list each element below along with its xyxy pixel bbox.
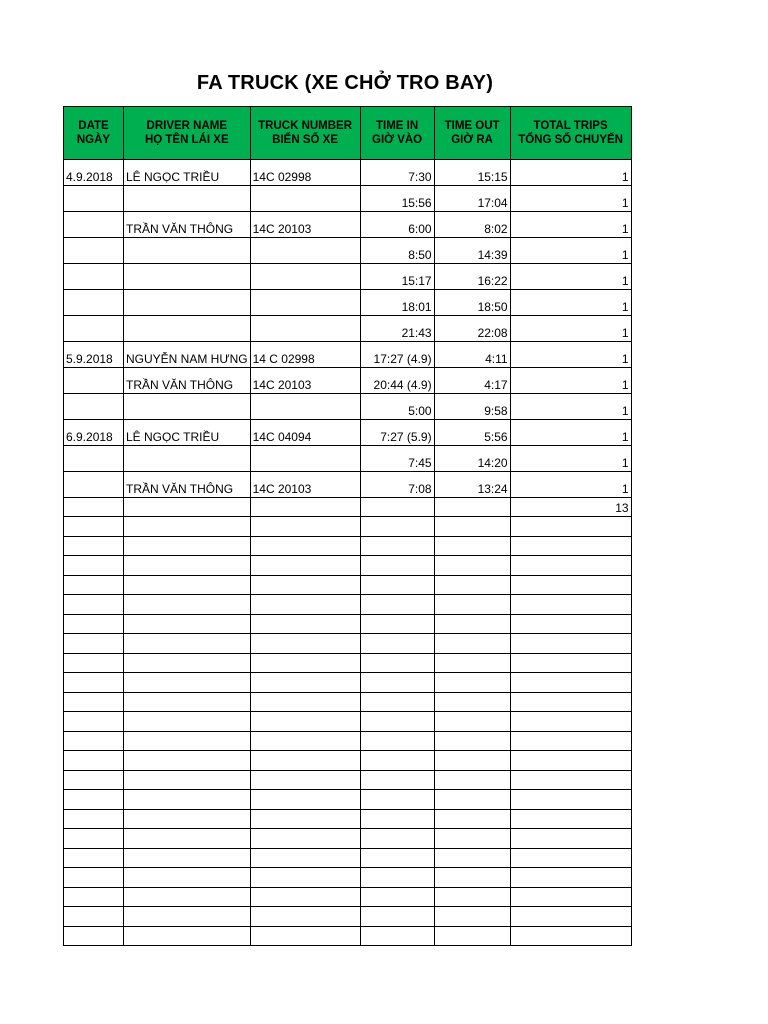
empty-row [64,887,632,907]
empty-cell [434,673,510,693]
empty-cell [510,556,631,576]
time-out-cell: 18:50 [434,290,510,316]
empty-cell [64,887,124,907]
empty-cell [124,614,251,634]
empty-cell [360,731,434,751]
truck-number-cell: 14C 20103 [250,212,360,238]
empty-cell [510,907,631,927]
empty-cell [510,517,631,537]
empty-row [64,517,632,537]
time-in-cell: 7:08 [360,472,434,498]
empty-cell [360,692,434,712]
empty-cell [360,887,434,907]
empty-cell [360,634,434,654]
empty-cell [124,790,251,810]
empty-cell [124,536,251,556]
table-row [64,446,632,472]
empty-cell [250,926,360,946]
date-header-vi: NGÀY [76,134,111,146]
time-out-cell: 14:39 [434,238,510,264]
empty-cell [64,770,124,790]
empty-cell [250,751,360,771]
trips-cell: 1 [510,186,631,212]
empty-cell [250,868,360,888]
driver-cell [124,238,251,264]
empty-cell [360,926,434,946]
empty-cell [434,556,510,576]
empty-cell [250,907,360,927]
truck-number-cell: 14C 20103 [250,472,360,498]
empty-cell [360,829,434,849]
empty-cell [510,575,631,595]
trips-header-vi: TỔNG SỐ CHUYẾN [518,134,623,146]
truck-number-cell [250,186,360,212]
trips-cell: 1 [510,368,631,394]
empty-cell [64,595,124,615]
empty-row [64,926,632,946]
empty-cell [510,926,631,946]
empty-cell [434,770,510,790]
driver-cell [124,290,251,316]
date-cell [64,394,124,420]
empty-cell [250,673,360,693]
empty-cell [124,653,251,673]
empty-row [64,634,632,654]
driver-cell: LÊ NGỌC TRIỀU [124,420,251,446]
empty-cell [510,614,631,634]
empty-cell [124,809,251,829]
empty-cell [360,712,434,732]
empty-cell [250,556,360,576]
empty-cell [124,595,251,615]
time-in-cell: 15:17 [360,264,434,290]
truck-number-cell: 14C 02998 [250,160,360,186]
empty-cell [124,848,251,868]
empty-cell [124,634,251,654]
date-cell [64,472,124,498]
empty-cell [510,712,631,732]
empty-cell [510,770,631,790]
empty-row [64,809,632,829]
empty-cell [510,829,631,849]
empty-cell [510,790,631,810]
empty-cell [360,517,434,537]
empty-cell [64,673,124,693]
time-out-cell: 17:04 [434,186,510,212]
empty-cell [360,868,434,888]
driver-cell: LÊ NGỌC TRIỀU [124,160,251,186]
empty-cell [124,829,251,849]
empty-cell [124,517,251,537]
empty-cell [64,634,124,654]
date-cell: 6.9.2018 [64,420,124,446]
empty-cell [434,595,510,615]
empty-cell [434,653,510,673]
empty-cell [64,868,124,888]
empty-cell [434,614,510,634]
empty-cell [510,634,631,654]
empty-cell [124,692,251,712]
empty-cell [124,887,251,907]
empty-cell [434,848,510,868]
empty-cell [124,926,251,946]
empty-cell [64,614,124,634]
table-row [64,472,632,498]
empty-cell [250,731,360,751]
driver-cell: TRẦN VĂN THÔNG [124,472,251,498]
empty-cell [510,692,631,712]
empty-cell [434,536,510,556]
empty-row [64,731,632,751]
trips-cell: 1 [510,264,631,290]
total-row [64,498,632,517]
driver-header-vi: HỌ TÊN LÁI XE [144,134,229,146]
empty-cell [360,614,434,634]
table-row [64,186,632,212]
time-in-cell: 7:30 [360,160,434,186]
total-trips-cell: 13 [510,498,631,517]
empty-cell [64,751,124,771]
time-in-cell: 15:56 [360,186,434,212]
date-cell: 4.9.2018 [64,160,124,186]
driver-cell [124,446,251,472]
empty-cell [434,809,510,829]
driver-cell: TRẦN VĂN THÔNG [124,212,251,238]
date-cell [64,290,124,316]
empty-cell [250,790,360,810]
driver-cell [124,186,251,212]
time-out-cell: 9:58 [434,394,510,420]
truck-number-cell [250,446,360,472]
empty-cell [250,595,360,615]
trips-header-en: TOTAL TRIPS [533,120,608,132]
empty-cell [250,536,360,556]
empty-cell [64,907,124,927]
empty-cell [64,692,124,712]
empty-cell [510,731,631,751]
trips-cell: 1 [510,420,631,446]
empty-cell [360,575,434,595]
empty-cell [124,731,251,751]
time-out-cell: 4:11 [434,342,510,368]
table-row [64,264,632,290]
empty-cell [124,712,251,732]
truck-header-vi: BIỂN SỐ XE [272,134,338,146]
time-in-header-en: TIME IN [376,120,419,132]
empty-cell [124,868,251,888]
empty-row [64,770,632,790]
date-cell [64,264,124,290]
time-out-cell: 13:24 [434,472,510,498]
time-in-cell: 7:27 (5.9) [360,420,434,446]
col-time-in-header [360,107,434,160]
empty-cell [250,809,360,829]
time-out-header-en: TIME OUT [444,120,500,132]
driver-cell: TRẦN VĂN THÔNG [124,368,251,394]
empty-cell [124,673,251,693]
empty-row [64,536,632,556]
time-in-cell: 8:50 [360,238,434,264]
time-in-cell: 21:43 [360,316,434,342]
date-cell [64,186,124,212]
table-row [64,238,632,264]
empty-cell [360,595,434,615]
empty-cell [124,751,251,771]
empty-cell [510,848,631,868]
table-row [64,368,632,394]
empty-cell [64,575,124,595]
table-row [64,316,632,342]
driver-cell: NGUYỄN NAM HƯNG [124,342,251,368]
date-cell [64,368,124,394]
col-driver-header [124,107,251,160]
trips-cell: 1 [510,238,631,264]
date-cell [64,212,124,238]
trips-cell: 1 [510,446,631,472]
trips-cell: 1 [510,290,631,316]
empty-cell [64,653,124,673]
empty-cell [124,556,251,576]
trips-cell: 1 [510,160,631,186]
col-truck-header [250,107,360,160]
empty-row [64,556,632,576]
truck-number-cell: 14 C 02998 [250,342,360,368]
time-in-cell: 20:44 (4.9) [360,368,434,394]
empty-cell [360,673,434,693]
empty-cell [510,868,631,888]
trips-cell: 1 [510,316,631,342]
driver-header-en: DRIVER NAME [146,120,228,132]
table-row [64,290,632,316]
empty-cell [360,770,434,790]
empty-cell [360,809,434,829]
empty-row [64,907,632,927]
empty-cell [360,907,434,927]
empty-row [64,848,632,868]
empty-row [64,790,632,810]
empty-row [64,595,632,615]
date-header-en: DATE [78,120,109,132]
trips-cell: 1 [510,342,631,368]
empty-cell [510,673,631,693]
empty-cell [250,517,360,537]
empty-row [64,692,632,712]
driver-cell [124,264,251,290]
empty-cell [360,790,434,810]
empty-cell [510,536,631,556]
empty-cell [64,517,124,537]
empty-cell [64,926,124,946]
col-time-out-header [434,107,510,160]
empty-cell [434,829,510,849]
empty-cell [510,595,631,615]
truck-number-cell [250,290,360,316]
trips-cell: 1 [510,394,631,420]
empty-cell [250,634,360,654]
time-out-cell: 15:15 [434,160,510,186]
empty-row [64,712,632,732]
empty-cell [64,809,124,829]
time-out-cell: 22:08 [434,316,510,342]
empty-cell [434,907,510,927]
table-row [64,212,632,238]
driver-cell [124,316,251,342]
empty-cell [434,887,510,907]
empty-cell [434,692,510,712]
empty-cell [250,614,360,634]
date-cell [64,238,124,264]
empty-row [64,829,632,849]
empty-row [64,575,632,595]
empty-cell [250,770,360,790]
empty-cell [434,868,510,888]
empty-cell [510,809,631,829]
trips-cell: 1 [510,472,631,498]
empty-cell [360,848,434,868]
table-row [64,394,632,420]
empty-cell [64,848,124,868]
truck-number-cell [250,238,360,264]
table-row [64,160,632,186]
time-out-cell: 5:56 [434,420,510,446]
empty-cell [434,926,510,946]
empty-cell [434,790,510,810]
time-out-header-vi: GIỜ RA [451,134,493,146]
time-in-cell: 6:00 [360,212,434,238]
empty-cell [250,653,360,673]
time-in-cell: 5:00 [360,394,434,420]
empty-cell [250,848,360,868]
empty-row [64,751,632,771]
empty-cell [360,536,434,556]
empty-cell [64,790,124,810]
truck-number-cell: 14C 20103 [250,368,360,394]
trips-cell: 1 [510,212,631,238]
empty-cell [124,770,251,790]
truck-number-cell [250,264,360,290]
time-in-cell: 17:27 (4.9) [360,342,434,368]
empty-row [64,653,632,673]
empty-cell [250,575,360,595]
col-trips-header [510,107,631,160]
time-in-cell: 7:45 [360,446,434,472]
empty-cell [64,712,124,732]
empty-row [64,614,632,634]
empty-cell [434,712,510,732]
time-out-cell: 14:20 [434,446,510,472]
empty-cell [360,556,434,576]
driver-cell [124,394,251,420]
empty-cell [360,751,434,771]
truck-header-en: TRUCK NUMBER [258,120,353,132]
empty-cell [510,751,631,771]
empty-cell [64,536,124,556]
table-row [64,420,632,446]
time-out-cell: 8:02 [434,212,510,238]
time-out-cell: 4:17 [434,368,510,394]
empty-cell [124,907,251,927]
date-cell: 5.9.2018 [64,342,124,368]
col-date-header [64,107,124,160]
time-in-cell: 18:01 [360,290,434,316]
empty-cell [510,887,631,907]
date-cell [64,446,124,472]
page-title: FA TRUCK (XE CHỞ TRO BAY) [196,72,494,94]
empty-cell [510,653,631,673]
time-out-cell: 16:22 [434,264,510,290]
empty-cell [64,556,124,576]
empty-row [64,673,632,693]
empty-cell [250,712,360,732]
empty-cell [124,575,251,595]
truck-log-table [63,106,632,946]
empty-cell [64,731,124,751]
time-in-header-vi: GIỜ VÀO [372,134,423,146]
truck-number-cell [250,394,360,420]
table-row [64,342,632,368]
empty-cell [250,829,360,849]
empty-cell [360,653,434,673]
empty-row [64,868,632,888]
truck-number-cell: 14C 04094 [250,420,360,446]
header-row [64,107,632,160]
empty-cell [434,751,510,771]
truck-number-cell [250,316,360,342]
empty-cell [434,731,510,751]
empty-cell [434,634,510,654]
empty-cell [434,517,510,537]
date-cell [64,316,124,342]
empty-cell [434,575,510,595]
empty-cell [250,692,360,712]
empty-cell [250,887,360,907]
empty-cell [64,829,124,849]
